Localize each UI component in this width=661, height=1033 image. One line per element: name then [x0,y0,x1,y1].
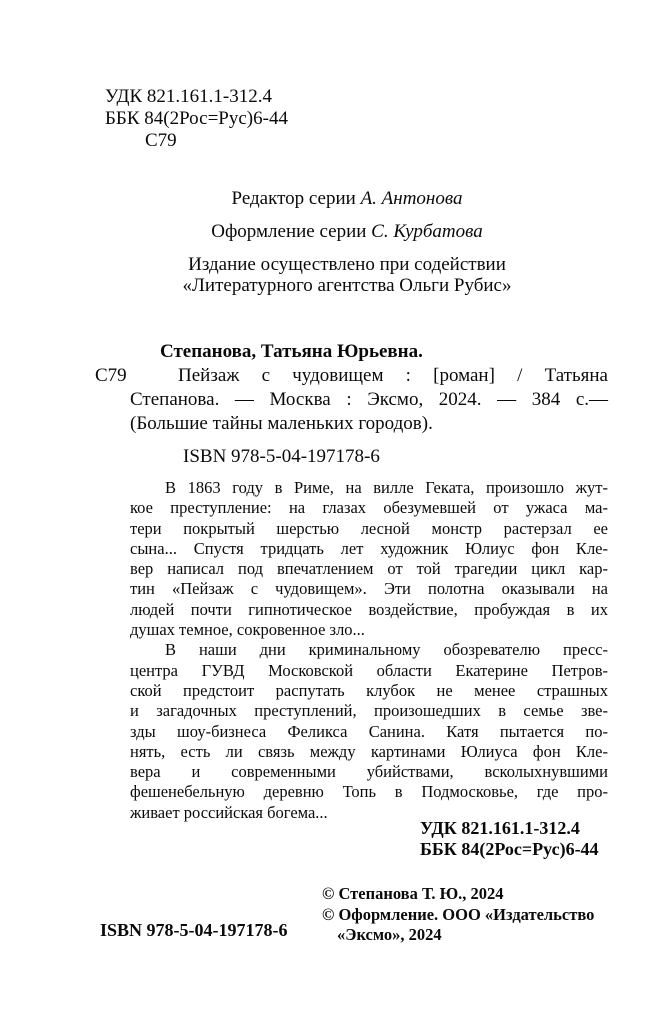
annotation-line: кое преступление: на глазах обезумевшей от ужаса ма- [130,498,608,518]
annotation-paragraph-1 [130,478,608,640]
udk-line: УДК 821.161.1-312.4 [105,86,272,107]
annotation-line: центра ГУВД Московской области Екатерине Петров- [130,660,608,680]
series-credits-block [87,188,607,296]
series-editor-line [87,188,607,209]
annotation-line: ской предстоит распутать клубок не менее страшных [130,680,608,700]
catalog-author: Степанова, Татьяна Юрьевна. [160,341,423,362]
catalog-isbn: ISBN 978-5-04-197178-6 [183,446,380,467]
bbk-line: ББК 84(2Рос=Рус)6-44 [105,108,288,129]
annotation-line: людей почти гипнотическое воздействие, пробуждая в их [130,599,608,619]
assistance-note [87,254,607,296]
annotation-line: фешенебельную деревню Топь в Подмосковье, где про- [130,782,608,802]
annotation-paragraph-2 [130,640,608,823]
assistance-line-2: «Литературного агентства Ольги Рубис» [182,275,512,296]
annotation-line: вера и современными убийствами, всколыхнувшими [130,762,608,782]
annotation-line: и загадочных преступлений, произошедших в семье зве- [130,701,608,721]
catalog-author-code: С79 [95,365,127,386]
footer-isbn: ISBN 978-5-04-197178-6 [100,920,288,940]
annotation-line: В 1863 году в Риме, на вилле Геката, произошло жут- [165,478,608,497]
catalog-description-line: (Большие тайны маленьких городов). [130,413,433,434]
catalog-description-line: Степанова. — Москва : Эксмо, 2024. — 384 с.— [130,389,608,410]
footer-copyright-block [322,884,594,946]
annotation-line: тери покрытый шерстью лесной монстр растерзал ее [130,518,608,538]
annotation-line: душах темное, сокровенное зло... [130,620,365,640]
classification-udk: УДК 821.161.1-312.4 [420,818,580,838]
series-editor-name: А. Антонова [360,188,463,209]
annotation-line: В наши дни криминальному обозревателю пресс- [165,640,608,660]
annotation-line: нять, есть ли связь между картинами Юлиуса фон Кле- [130,741,608,761]
annotation-line: вер написал под впечатлением от той трагедии цикл кар- [130,559,608,579]
catalog-description-line: Пейзаж с чудовищем : [роман] / Татьяна [178,365,608,386]
classification-block [420,818,599,860]
top-imprint-block [105,86,288,152]
catalog-description [130,364,608,436]
annotation-line: тин «Пейзаж с чудовищем». Эти полотна оказывали на [130,579,608,599]
classification-bbk: ББК 84(2Рос=Рус)6-44 [420,839,599,859]
copyright-design-line-2: «Эксмо», 2024 [337,925,442,944]
annotation-line: живает российская богема... [130,802,328,822]
author-code-line: С79 [145,130,177,151]
catalog-card [95,340,608,469]
annotation-line: сына... Спустя тридцать лет художник Юлиус фон Кле- [130,538,608,558]
series-designer-name: С. Курбатова [371,221,483,242]
annotation-line: зды шоу-бизнеса Феликса Санина. Катя пытается по- [130,721,608,741]
assistance-line-1: Издание осуществлено при содействии [188,254,506,275]
series-designer-label: Оформление серии [211,221,367,242]
series-designer-line [87,221,607,242]
copyright-author-line: © Степанова Т. Ю., 2024 [322,884,504,903]
series-editor-label: Редактор серии [231,188,356,209]
annotation-block [130,478,608,823]
copyright-design-line-1: © Оформление. ООО «Издательство [322,904,595,924]
